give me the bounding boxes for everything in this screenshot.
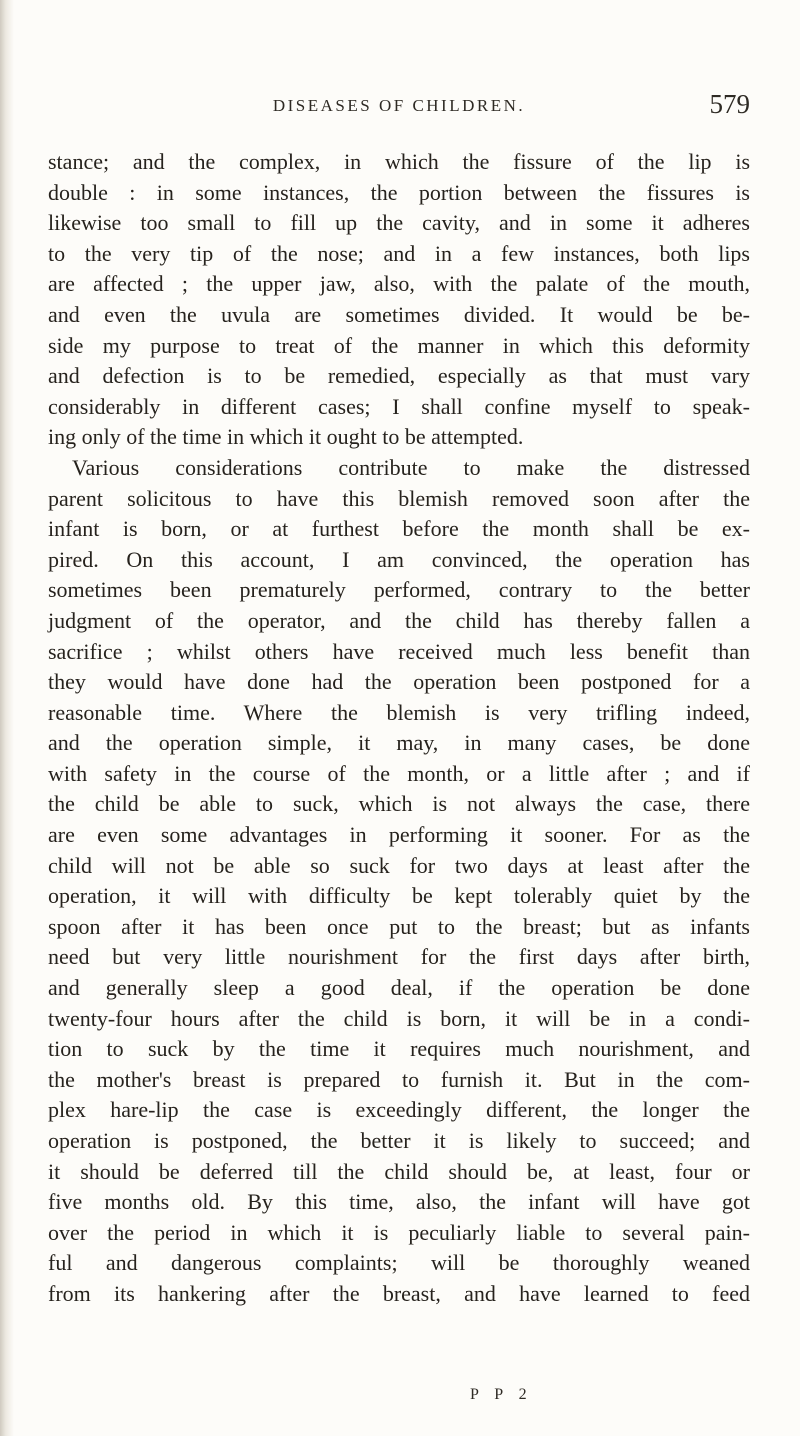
text-line: operation, it will with difficulty be kept tolerably quiet by the [48,883,750,909]
running-title: DISEASES OF CHILDREN. [272,96,526,115]
text-line: reasonable time. Where the blemish is very trifling indeed, [48,699,750,725]
text-line: and defection is to be remedied, especially as that must vary [48,363,750,389]
text-line: from its hankering after the breast, and have learned to feed [48,1280,750,1306]
text-line: likewise too small to fill up the cavity, and in some it adheres [48,210,750,236]
text-line: over the period in which it is peculiarly liable to several pain- [48,1219,750,1245]
signature-mark: P P 2 [470,1386,533,1403]
binding-shadow [0,0,14,1436]
text-line: side my purpose to treat of the manner in which this deformity [48,332,750,358]
body-text [48,147,750,1310]
text-line: to the very tip of the nose; and in a few instances, both lips [48,240,750,266]
text-line: twenty-four hours after the child is born, it will be in a condi- [48,1005,750,1031]
running-head [48,89,750,136]
text-line: judgment of the operator, and the child has thereby fallen a [48,607,750,633]
text-line: the child be able to suck, which is not always the case, there [48,791,750,817]
page-number: 579 [709,89,750,119]
text-line: they would have done had the operation been postponed for a [48,669,750,695]
text-line: with safety in the course of the month, or a little after ; and if [48,760,750,786]
text-line: are affected ; the upper jaw, also, with the palate of the mouth, [48,271,750,297]
text-line: considerably in different cases; I shall confine myself to speak- [48,393,750,419]
text-line: infant is born, or at furthest before the month shall be ex- [48,516,750,542]
text-line: ing only of the time in which it ought to be attempted. [48,424,524,450]
text-line: and even the uvula are sometimes divided. It would be be- [48,301,750,327]
text-line: sometimes been prematurely performed, contrary to the better [48,577,750,603]
text-line: the mother's breast is prepared to furnish it. But in the com- [48,1066,750,1092]
text-line: and the operation simple, it may, in many cases, be done [48,730,750,756]
text-line: plex hare-lip the case is exceedingly different, the longer the [48,1097,750,1123]
text-line: and generally sleep a good deal, if the operation be done [48,975,750,1001]
text-line: operation is postponed, the better it is likely to succeed; and [48,1128,750,1153]
text-line: it should be deferred till the child should be, at least, four or [48,1158,750,1184]
text-line: ful and dangerous complaints; will be thoroughly weaned [48,1250,750,1276]
text-line: five months old. By this time, also, the infant will have got [48,1189,750,1215]
text-line: pired. On this account, I am convinced, the operation has [48,546,750,572]
text-line: Various considerations contribute to make the distressed [72,454,750,480]
text-line: stance; and the complex, in which the fissure of the lip is [48,149,750,174]
text-line: child will not be able so suck for two days at least after the [48,852,750,878]
text-line: double : in some instances, the portion between the fissures is [48,179,750,205]
text-line: tion to suck by the time it requires much nourishment, and [48,1036,750,1062]
text-line: are even some advantages in performing it sooner. For as the [48,822,750,848]
text-line: need but very little nourishment for the first days after birth, [48,944,750,970]
text-line: parent solicitous to have this blemish removed soon after the [48,485,750,511]
text-line: spoon after it has been once put to the breast; but as infants [48,913,750,939]
text-line: sacrifice ; whilst others have received much less benefit than [48,638,750,664]
